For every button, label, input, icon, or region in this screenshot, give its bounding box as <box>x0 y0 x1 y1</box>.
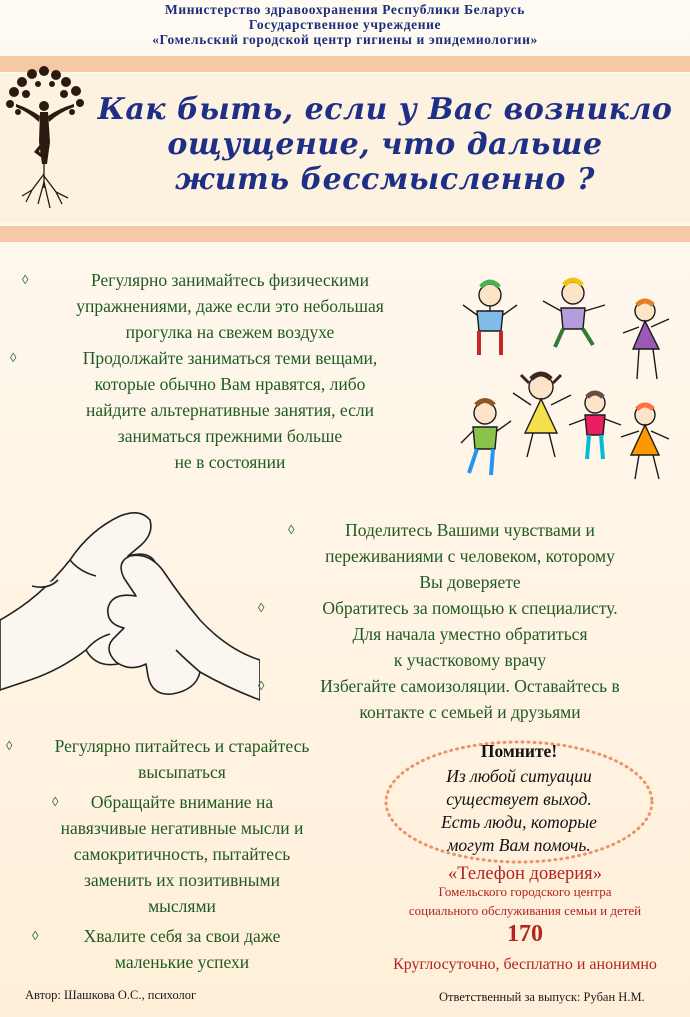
ministry-header <box>0 2 690 47</box>
author-credit: Автор: Шашкова О.С., психолог <box>25 988 197 1002</box>
top-stripe <box>0 56 690 72</box>
title-line-2: ощущение, что дальше <box>167 127 603 162</box>
remember-title: Помните! <box>480 741 558 761</box>
title-line-3: жить бессмысленно ? <box>175 162 595 197</box>
hotline-number: 170 <box>507 921 543 947</box>
list-item: ◊ Продолжайте заниматься теми вещами, которые обычно Вам нравятся, либо найдите альтернативные занятия, если заниматься прежними больше не в состоянии <box>20 345 440 475</box>
remember-text: Из любой ситуации существует выход. Есть люди, которые могут Вам помочь. <box>441 766 597 855</box>
hotline-org-2: социального обслуживания семьи и детей <box>408 903 642 918</box>
list-item: ◊ Обращайте внимание на навязчивые негативные мысли и самокритичность, пытайтесь заменить их позитивными мыслями <box>12 789 352 919</box>
title-line-1: Как быть, если у Вас возникло <box>97 92 673 127</box>
advice-list-2 <box>250 517 690 725</box>
advice-list-1 <box>10 267 440 475</box>
bullet-icon: ◊ <box>258 678 265 693</box>
page-title <box>80 92 690 197</box>
bullet-icon: ◊ <box>10 350 17 365</box>
remember-callout <box>382 737 656 867</box>
list-item: ◊ Поделитесь Вашими чувствами и переживаниями с человеком, которому Вы доверяете <box>250 517 690 595</box>
list-item: ◊ Обратитесь за помощью к специалисту. Для начала уместно обратиться к участковому врачу <box>250 595 690 673</box>
bullet-icon: ◊ <box>52 794 59 809</box>
hotline-org-1: Гомельского городского центра <box>438 884 612 899</box>
bullet-icon: ◊ <box>6 738 13 753</box>
header-line-1: Министерство здравоохранения Республики Беларусь <box>165 2 525 17</box>
bottom-stripe <box>0 226 690 242</box>
tree-yoga-woman-icon <box>4 64 86 212</box>
clasped-hands-illustration <box>0 500 260 710</box>
hotline-title: «Телефон доверия» <box>448 864 602 884</box>
bullet-icon: ◊ <box>22 272 29 287</box>
list-item: ◊ Регулярно питайтесь и старайтесь высыпаться <box>12 733 352 785</box>
advice-list-3 <box>6 733 352 975</box>
list-item: ◊ Регулярно занимайтесь физическими упражнениями, даже если это небольшая прогулка на свежем воздухе <box>20 267 440 345</box>
responsible-credit: Ответственный за выпуск: Рубан Н.М. <box>439 990 645 1004</box>
header-line-2: Государственное учреждение <box>248 17 442 32</box>
list-item: ◊ Хвалите себя за свои даже маленькие успехи <box>12 923 352 975</box>
bullet-icon: ◊ <box>258 600 265 615</box>
hotline-note: Круглосуточно, бесплатно и анонимно <box>393 956 657 973</box>
dancing-children-illustration <box>455 275 685 485</box>
header-line-3: «Гомельский городской центр гигиены и эпидемиологии» <box>152 32 538 47</box>
list-item: ◊ Избегайте самоизоляции. Оставайтесь в контакте с семьей и друзьями <box>250 673 690 725</box>
bullet-icon: ◊ <box>288 522 295 537</box>
bullet-icon: ◊ <box>32 928 39 943</box>
